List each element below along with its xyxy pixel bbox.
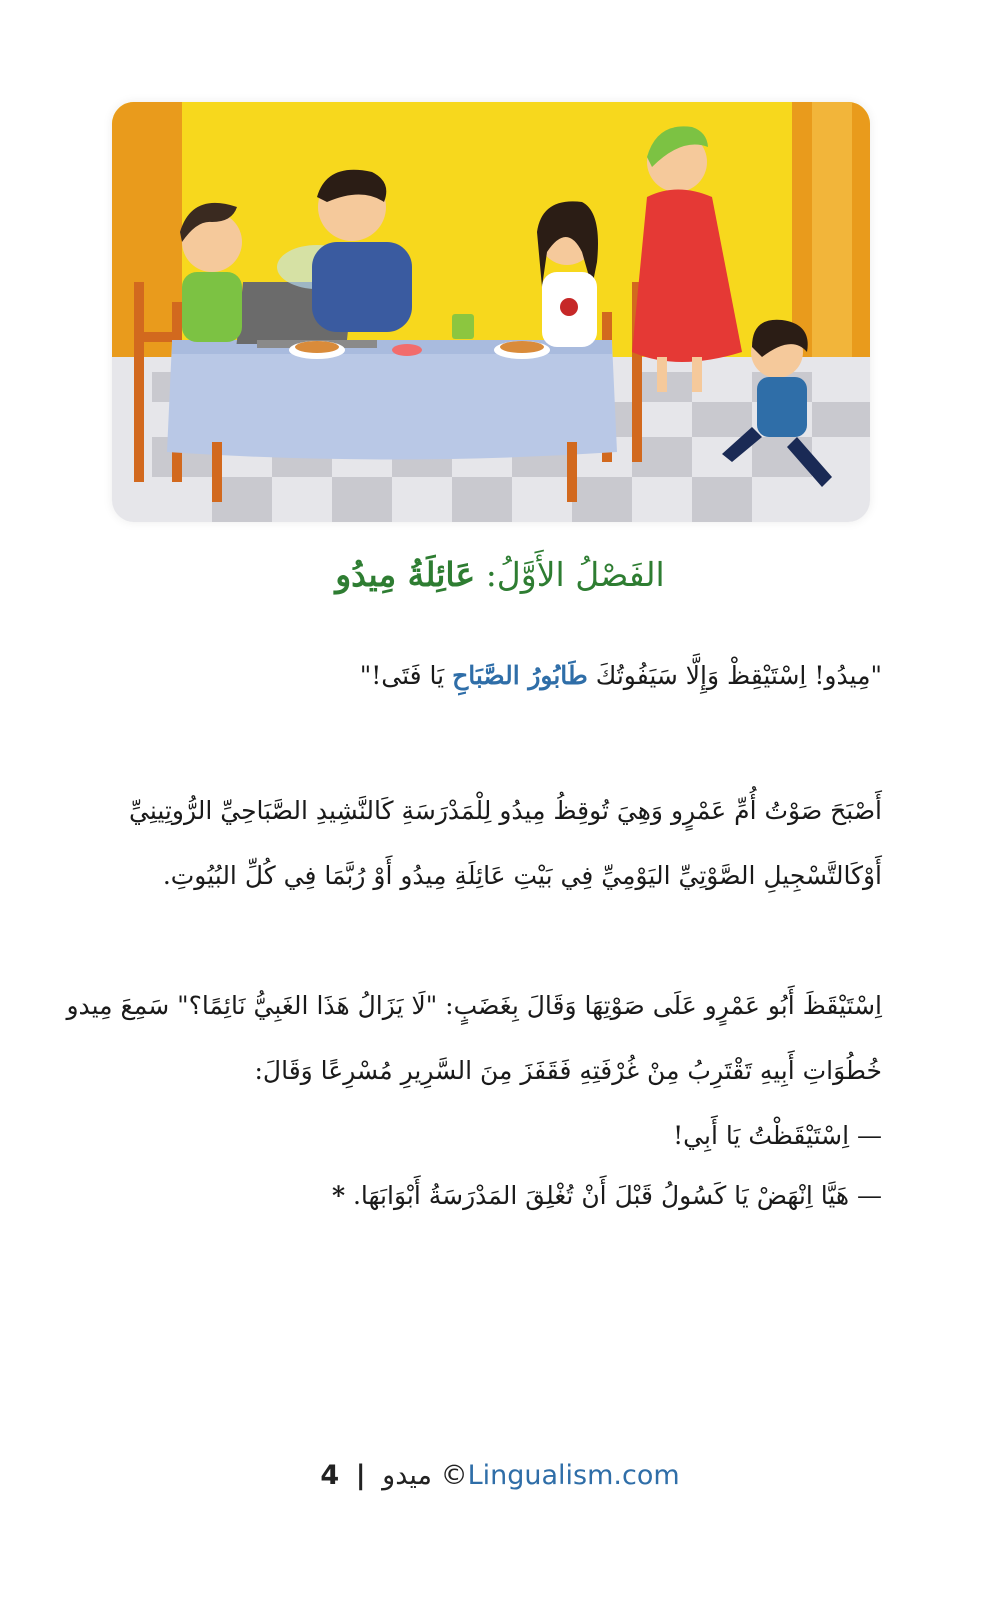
footer-book-name: ميدو (382, 1460, 432, 1491)
family-breakfast-illustration (112, 102, 870, 522)
dialogue-line-2 (82, 1180, 882, 1213)
copyright-symbol: © (440, 1460, 468, 1491)
paragraph-2-line-1: اِسْتَيْقَظَ أَبُو عَمْرٍو عَلَى صَوْتِهَا وَقَالَ بِغَضَبٍ: "لَا يَزَالُ هَذَا الغَبِيُّ نَائِمًا؟" سَمِعَ مِيدو (66, 991, 882, 1020)
footer-separator: | (355, 1460, 366, 1491)
paragraph-2-line-2: خُطُوَاتِ أَبِيهِ تَقْتَرِبُ مِنْ غُرْفَتِهِ فَقَفَزَ مِنَ السَّرِيرِ مُسْرِعًا وَقَالَ: (254, 1056, 882, 1085)
footnote-asterisk: * (331, 1181, 346, 1210)
paragraph-1-line-2: أَوْكَالتَّسْجِيلِ الصَّوْتِيِّ اليَوْمِيِّ فِي بَيْتِ عَائِلَةِ مِيدُو أَوْ رُبَّمَا فِي كُلِّ البُيُوتِ. (162, 861, 882, 890)
quote-after: يَا فَتَى!" (359, 661, 445, 690)
footer-site-link[interactable]: Lingualism.com (467, 1460, 680, 1491)
page-number: 4 (320, 1460, 340, 1491)
chapter-prefix: الفَصْلُ الأَوَّلُ: (485, 555, 665, 594)
dialogue-line-2-text: — هَيَّا اِنْهَضْ يَا كَسُولُ قَبْلَ أَنْ تُغْلِقَ المَدْرَسَةُ أَبْوَابَهَا. (352, 1181, 882, 1210)
page-footer (0, 1460, 1000, 1491)
quote-before: "مِيدُو! اِسْتَيْقِظْ وَإِلَّا سَيَفُوتُكَ (595, 661, 882, 690)
cover-illustration (112, 102, 870, 522)
dialogue-line-1: — اِسْتَيْقَظْتُ يَا أَبِي! (673, 1121, 882, 1150)
quote-highlight: طَابُورُ الصَّبَاحِ (452, 661, 588, 690)
chapter-title (100, 555, 900, 594)
paragraph-1-line-1: أَصْبَحَ صَوْتُ أُمِّ عَمْرٍو وَهِيَ تُوقِظُ مِيدُو لِلْمَدْرَسَةِ كَالنَّشِيدِ الصَّبَاحِيِّ الرُّوتِينِيِّ (129, 796, 882, 825)
opening-quote (82, 660, 882, 693)
chapter-name: عَائِلَةُ مِيدُو (335, 555, 476, 594)
